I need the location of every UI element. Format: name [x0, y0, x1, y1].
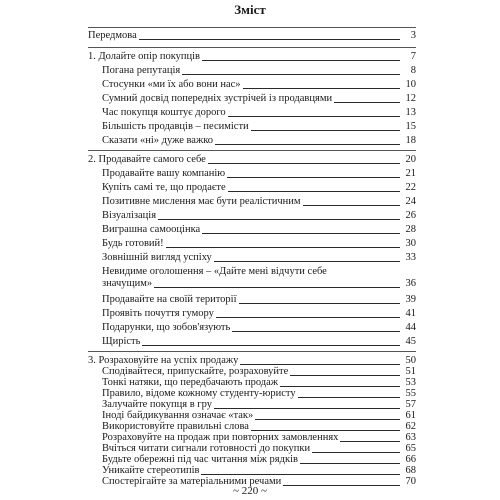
toc-entry-title: Спостерігайте за матеріальними речами: [102, 476, 282, 487]
toc-entry-page: 44: [405, 322, 416, 333]
toc-entry-title: Будьте обережні під час читання між рядків: [102, 454, 298, 465]
page-title: Зміст: [234, 2, 266, 17]
toc-leader: [334, 102, 400, 103]
toc-entry-page: 62: [405, 421, 416, 432]
toc-entry-title: Використовуйте правильні слова: [102, 421, 249, 432]
toc-entry-title: Сумний досвід попередніх зустрічей із продавцями: [102, 93, 333, 104]
toc-entry-page: 70: [405, 476, 416, 487]
toc-entry-page: 51: [405, 366, 416, 377]
toc-entry: [88, 154, 416, 166]
toc-entry-title: Розраховуйте на продаж при повторних замовленнях: [102, 432, 339, 443]
toc-leader: [142, 345, 400, 346]
toc-leader: [139, 39, 400, 40]
toc-entry: [88, 168, 416, 180]
toc-entry-title: Правило, відоме кожному студенту-юристу: [102, 388, 296, 399]
toc-entry-title: Вчіться читати сигнали готовності до покупки: [102, 443, 311, 454]
toc-entry-title: Проявіть почуття гумору: [102, 308, 214, 319]
toc-entry-title: Іноді байдикування означає «так»: [102, 410, 254, 421]
toc-entry-page: 50: [405, 355, 416, 366]
toc-entry: [88, 322, 416, 334]
toc-entry-title: Сказати «ні» дуже важко: [102, 135, 214, 146]
toc-leader: [216, 317, 400, 318]
toc-entry-page: 41: [405, 308, 416, 319]
toc-entry-page: 8: [410, 65, 416, 76]
toc-entry-title: Уникайте стереотипів: [102, 465, 200, 476]
toc-entry-page: 12: [405, 93, 416, 104]
toc-entry-page: 55: [405, 388, 416, 399]
toc-entry-title: Візуалізація: [102, 210, 157, 221]
toc-entry-page: 36: [405, 278, 416, 289]
toc-entry: [88, 65, 416, 77]
toc-entry-page: 24: [405, 196, 416, 207]
toc-leader: [215, 144, 400, 145]
toc-leader: [300, 463, 400, 464]
toc-entry-page: 10: [405, 79, 416, 90]
toc-leader: [214, 261, 400, 262]
toc-entry-page: 22: [405, 182, 416, 193]
toc-entry-title: Передмова: [88, 30, 137, 41]
toc-entry-page: 18: [405, 135, 416, 146]
toc-entry-title: Щирість: [102, 336, 141, 347]
toc-leader: [232, 331, 400, 332]
toc-divider: [88, 150, 416, 151]
toc-entry-title: Більшість продавців – песимісти: [102, 121, 249, 132]
toc-leader: [202, 60, 400, 61]
toc-entry-title: Залучайте покупця в гру: [102, 399, 212, 410]
toc-leader: [228, 191, 400, 192]
toc-entry-title: Стосунки «ми їх або вони нас»: [102, 79, 241, 90]
toc-entry-page: 66: [405, 454, 416, 465]
toc-entry-title: 3. Розраховуйте на успіх продажу: [88, 355, 239, 366]
toc-leader: [298, 397, 400, 398]
toc-divider: [88, 351, 416, 352]
toc-entry-page: 28: [405, 224, 416, 235]
toc-entry-page: 61: [405, 410, 416, 421]
toc-entry: [88, 196, 416, 208]
toc-entry-page: 68: [405, 465, 416, 476]
toc-leader: [208, 163, 400, 164]
toc-leader: [154, 287, 400, 288]
toc-entry: [88, 93, 416, 105]
toc-entry-title: Зовнішній вигляд успіху: [102, 252, 212, 263]
toc-leader: [228, 116, 400, 117]
toc-entry-title: Позитивне мислення має бути реалістичним: [102, 196, 301, 207]
toc-entry-title: Тонкі натяки, що передбачають продаж: [102, 377, 279, 388]
toc-leader: [240, 364, 400, 365]
toc-leader: [182, 74, 400, 75]
toc-leader: [251, 430, 400, 431]
toc-leader: [166, 247, 400, 248]
toc-entry-title: Продавайте вашу компанію: [102, 168, 226, 179]
toc-leader: [303, 205, 400, 206]
toc-entry-page: 21: [405, 168, 416, 179]
toc-leader: [312, 452, 400, 453]
toc-entry-page: 57: [405, 399, 416, 410]
toc-entry-page: 30: [405, 238, 416, 249]
toc-entry-title: Будь готовий!: [102, 238, 164, 249]
toc-leader: [243, 88, 400, 89]
toc-entry: [88, 252, 416, 264]
toc-entry-page: 7: [410, 51, 416, 62]
toc-entry: [88, 182, 416, 194]
toc-entry: [88, 51, 416, 63]
toc-leader: [239, 303, 400, 304]
toc-entry: [88, 121, 416, 133]
toc-entry-title: 1. Долайте опір покупців: [88, 51, 201, 62]
toc-entry-page: 13: [405, 107, 416, 118]
toc-entry-line-2: [88, 278, 416, 290]
toc-entry-page: 26: [405, 210, 416, 221]
toc-leader: [214, 408, 400, 409]
toc-entry-title: Виграшна самооцінка: [102, 224, 201, 235]
toc-entry-page: 45: [405, 336, 416, 347]
toc-entry-title-continuation: значущим»: [102, 278, 153, 289]
toc-entry-title: Купіть самі те, що продаєте: [102, 182, 226, 193]
toc-entry-title: 2. Продавайте самого себе: [88, 154, 206, 165]
toc-leader: [340, 441, 400, 442]
toc-leader: [251, 130, 400, 131]
toc-entry-title: Подарунки, що зобов'язують: [102, 322, 231, 333]
toc-leader: [202, 233, 400, 234]
toc-entry: [88, 266, 416, 290]
toc-divider: [88, 27, 416, 28]
toc-entry: [88, 135, 416, 147]
toc-entry: [88, 238, 416, 250]
toc-entry: [88, 336, 416, 348]
toc-leader: [255, 419, 400, 420]
toc-entry: [88, 79, 416, 91]
toc-entry-page: 65: [405, 443, 416, 454]
toc-entry: [88, 224, 416, 236]
toc-entry: [88, 308, 416, 320]
toc-entry: [88, 210, 416, 222]
toc-entry-page: 53: [405, 377, 416, 388]
toc-entry-title: Невидиме оголошення – «Дайте мені відчути себе: [102, 266, 327, 277]
toc-entry: [88, 294, 416, 306]
page-number: ~ 220 ~: [233, 485, 267, 497]
toc-leader: [158, 219, 400, 220]
toc-entry-title: Продавайте на своїй території: [102, 294, 237, 305]
toc-entry-title: Час покупця коштує дорого: [102, 107, 226, 118]
toc-entry-page: 33: [405, 252, 416, 263]
toc-leader: [280, 386, 400, 387]
toc-entry-page: 3: [410, 30, 416, 41]
toc-entry-page: 15: [405, 121, 416, 132]
toc-entry-title: Погана репутація: [102, 65, 181, 76]
toc-leader: [201, 474, 400, 475]
toc-entry-page: 63: [405, 432, 416, 443]
toc-entry-title: Сподівайтеся, припускайте, розраховуйте: [102, 366, 289, 377]
toc-divider: [88, 47, 416, 48]
toc-leader: [290, 375, 400, 376]
toc-entry-page: 39: [405, 294, 416, 305]
toc-entry-page: 20: [405, 154, 416, 165]
toc-leader: [227, 177, 400, 178]
toc-entry: [88, 107, 416, 119]
toc-entry: [88, 30, 416, 42]
